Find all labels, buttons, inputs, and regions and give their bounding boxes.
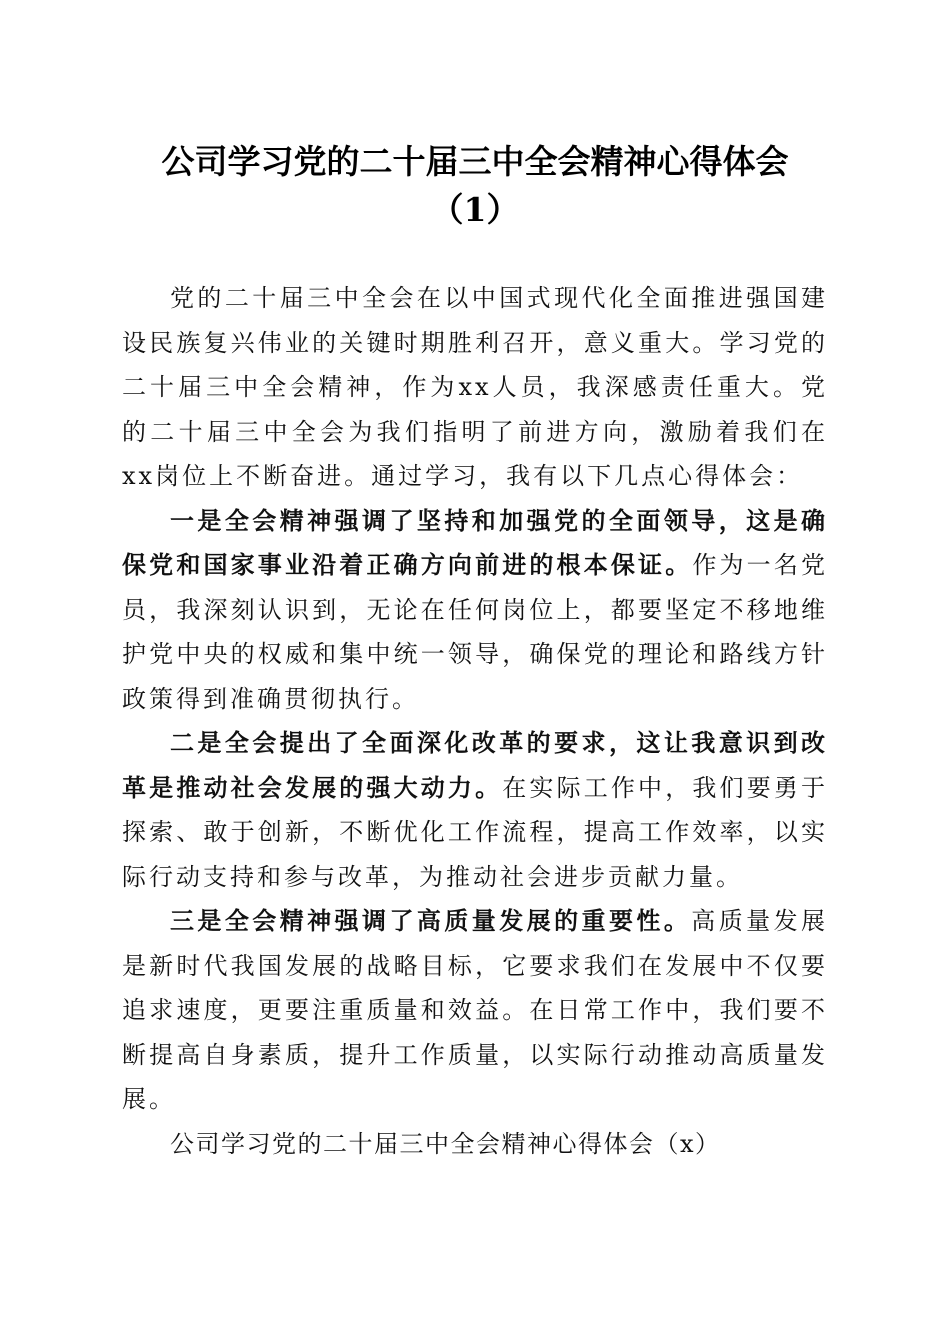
- next-section-title: 公司学习党的二十届三中全会精神心得体会（x）: [170, 1129, 721, 1158]
- point-1-text: 作为一名党员，我深刻认识到，无论在任何岗位上，都要坚定不移地维护党中央的权威和集中统一领导，确保党的理论和路线方针政策得到准确贯彻执行。: [122, 551, 828, 713]
- document-body: [122, 276, 828, 1166]
- intro-paragraph: 党的二十届三中全会在以中国式现代化全面推进强国建设民族复兴伟业的关键时期胜利召开，意义重大。学习党的二十届三中全会精神，作为xx人员，我深感责任重大。党的二十届三中全会为我们指明了前进方向，激励着我们在xx岗位上不断奋进。通过学习，我有以下几点心得体会：: [122, 284, 828, 490]
- document-title: [60, 138, 890, 234]
- point-1-paragraph: [122, 499, 828, 722]
- point-3-paragraph: [122, 899, 828, 1122]
- point-2-lead: 二是全会提出了全面深化改革的要求，这让我意识到改革是推动社会发展的强大动力。: [122, 728, 828, 802]
- point-2-text: 在实际工作中，我们要勇于探索、敢于创新，不断优化工作流程，提高工作效率，以实际行动支持和参与改革，为推动社会进步贡献力量。: [122, 773, 829, 891]
- point-3-lead: 三是全会精神强调了高质量发展的重要性。: [170, 906, 692, 935]
- title-line-2: （1）: [430, 190, 520, 229]
- point-2-paragraph: [122, 721, 828, 899]
- point-3-text: 高质量发展是新时代我国发展的战略目标，它要求我们在发展中不仅要追求速度，更要注重质量和效益。在日常工作中，我们要不断提高自身素质，提升工作质量，以实际行动推动高质量发展。: [122, 907, 829, 1113]
- point-1-lead: 一是全会精神强调了坚持和加强党的全面领导，这是确保党和国家事业沿着正确方向前进的根本保证。: [122, 505, 828, 579]
- title-line-1: 公司学习党的二十届三中全会精神心得体会: [161, 142, 789, 181]
